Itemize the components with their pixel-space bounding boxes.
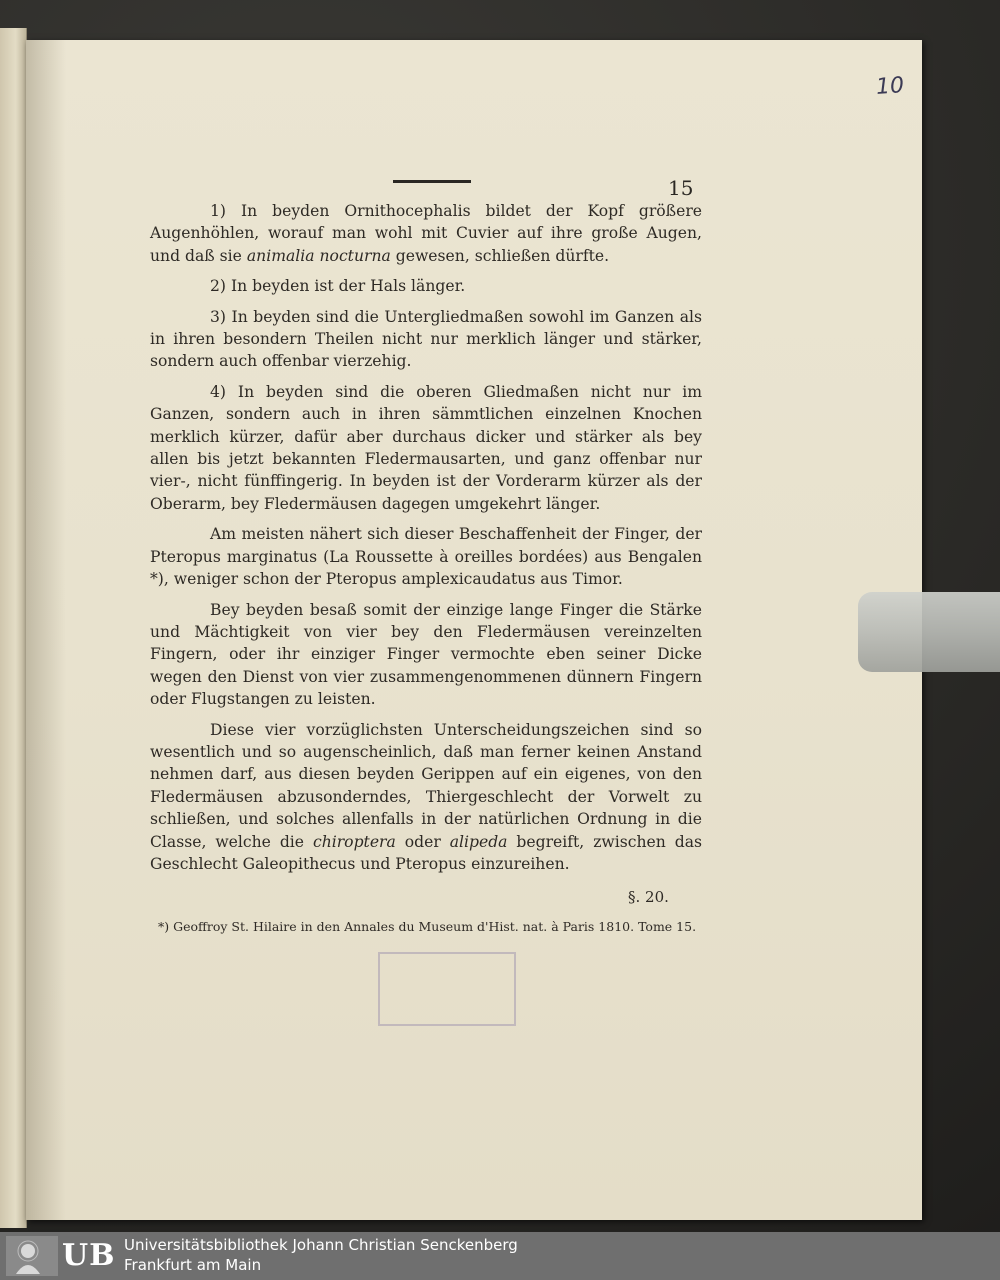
page-number: 15 xyxy=(668,176,694,200)
pencil-folio-number: 10 xyxy=(875,73,905,100)
library-stamp xyxy=(378,952,516,1026)
body-text xyxy=(150,200,702,875)
paragraph-7-emphasis-2: alipeda xyxy=(449,832,508,851)
senckenberg-portrait-icon xyxy=(6,1236,58,1276)
previous-page-edge xyxy=(0,28,27,1228)
paragraph-7-text: Diese vier vorzüglichsten Unterscheidungszeichen sind so wesentlich und so augenscheinlich, daß man ferner keinen Anstand nehmen darf, aus diesen beyden Gerippen auf ein eigenes, von den Fledermäusen abzusonderndes, Thiergeschlecht der Vorwelt zu schließen, und solches allenfalls in der natürlichen Ordnung in die Classe, welche die xyxy=(150,720,702,851)
header-rule xyxy=(393,180,471,183)
paragraph-6: Bey beyden besaß somit der einzige lange Finger die Stärke und Mächtigkeit von vier bey den Fledermäusen vereinzelten Fingern, oder ihr einziger Finger vermochte eben seiner Dicke wegen den Dienst von vier zusammengenommenen dünnern Fingern oder Flugstangen zu leisten. xyxy=(150,600,702,709)
paragraph-5: Am meisten nähert sich dieser Beschaffenheit der Finger, der Pteropus marginatus (La Roussette à oreilles bordées) aus Bengalen *), weniger schon der Pteropus amplexicaudatus aus Timor. xyxy=(150,525,702,589)
library-footer-bar xyxy=(0,1232,1000,1280)
paragraph-3: 3) In beyden sind die Untergliedmaßen sowohl im Ganzen als in ihren besondern Theilen nicht nur merklich länger und stärker, sondern auch offenbar vierzehig. xyxy=(150,307,702,371)
paragraph-7-emphasis-1: chiroptera xyxy=(312,832,396,851)
paragraph-1 xyxy=(150,200,702,267)
paragraph-2: 2) In beyden ist der Hals länger. xyxy=(210,277,466,296)
paragraph-7 xyxy=(150,719,702,876)
paragraph-1-end: gewesen, schließen dürfte. xyxy=(390,246,610,265)
paragraph-7-connector: oder xyxy=(395,832,450,851)
footnote: *) Geoffroy St. Hilaire in den Annales du Museum d'Hist. nat. à Paris 1810. Tome 15. xyxy=(158,919,697,934)
ub-logo: UB xyxy=(62,1238,116,1273)
paragraph-1-emphasis: animalia nocturna xyxy=(246,246,391,265)
paragraph-4: 4) In beyden sind die oberen Gliedmaßen nicht nur im Ganzen, sondern auch in ihren sämmtlichen einzelnen Knochen merklich kürzer, dafür aber durchaus dicker und stärker als bey allen bis jetzt bekannten Fledermausarten, und ganz offenbar nur vier-, nicht fünffingerig. In beyden ist der Vorderarm kürzer als der Oberarm, bey Fledermäusen dagegen umgekehrt länger. xyxy=(150,382,702,513)
page-clip xyxy=(858,592,1000,672)
section-marker: §. 20. xyxy=(628,888,669,906)
gutter-shadow xyxy=(26,40,66,1220)
paragraph-1-text: 1) In beyden Ornithocephalis bildet der Kopf größere Augenhöhlen, worauf man wohl mit Cuvier auf ihre große Augen, und daß sie xyxy=(150,202,702,265)
paragraph-7-end: begreift, zwischen das Geschlecht Galeopithecus und Pteropus einzureihen. xyxy=(150,832,702,873)
library-city: Frankfurt am Main xyxy=(124,1256,262,1274)
library-name: Universitätsbibliothek Johann Christian Senckenberg xyxy=(124,1236,518,1254)
